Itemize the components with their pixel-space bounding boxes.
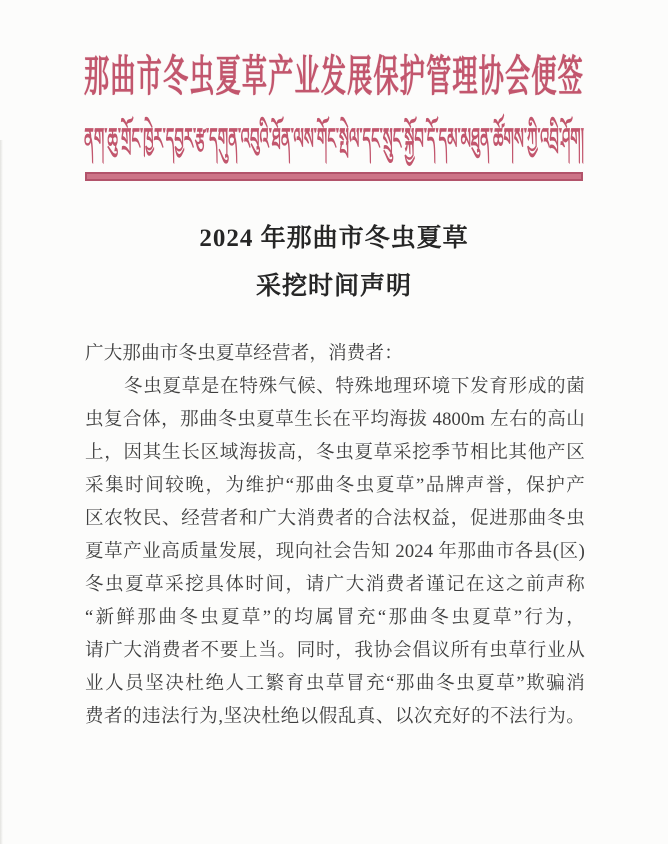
body-line: 采集时间较晚，为维护“那曲冬虫夏草”品牌声誉，保护产 xyxy=(85,476,585,496)
body-line: “新鲜那曲冬虫夏草”的均属冒充“那曲冬虫夏草”行为， xyxy=(85,608,585,628)
document-body xyxy=(85,338,585,734)
letterhead-divider-rule xyxy=(85,172,583,181)
body-line: 费者的违法行为,坚决杜绝以假乱真、以次充好的不法行为。 xyxy=(85,707,585,727)
body-paragraph xyxy=(85,371,585,734)
body-line: 业人员坚决杜绝人工繁育虫草冒充“那曲冬虫夏草”欺骗消 xyxy=(85,674,585,694)
body-line: 区农牧民、经营者和广大消费者的合法权益，促进那曲冬虫 xyxy=(85,509,585,529)
body-line: 虫复合体，那曲冬虫夏草生长在平均海拔 4800m 左右的高山 xyxy=(85,410,585,430)
document-title-line2: 采挖时间声明 xyxy=(255,273,412,300)
body-line: 冬虫夏草采挖具体时间，请广大消费者谨记在这之前声称 xyxy=(85,575,585,595)
body-line: 冬虫夏草是在特殊气候、特殊地理环境下发育形成的菌 xyxy=(124,377,585,397)
letterhead-title-chinese-text: 那曲市冬虫夏草产业发展保护管理协会便签 xyxy=(84,54,584,101)
body-line: 上，因其生长区域海拔高，冬虫夏草采挖季节相比其他产区 xyxy=(85,443,585,463)
body-line: 夏草产业高质量发展，现向社会告知 2024 年那曲市各县(区) xyxy=(85,542,585,562)
letterhead-title-chinese xyxy=(84,50,584,106)
body-line: 请广大消费者不要上当。同时，我协会倡议所有虫草行业从 xyxy=(85,641,585,661)
letterhead-title-tibetan-text: ནག་ཆུ་གྲོང་ཁྱེར་དབྱར་རྩ་དགུན་འབུའི་ཐོན་ལས་གོང་སྤེལ་དང་སྲུང་སྐྱོབ་དོ་དམ་མཐུན་ཚོགས་ཀྱི་འབྲི་ཤོག། xyxy=(84,123,584,156)
salutation-line: 广大那曲市冬虫夏草经营者，消费者： xyxy=(85,344,403,364)
letterhead-title-tibetan xyxy=(84,112,584,168)
document-title-line1: 2024 年那曲市冬虫夏草 xyxy=(199,225,469,252)
